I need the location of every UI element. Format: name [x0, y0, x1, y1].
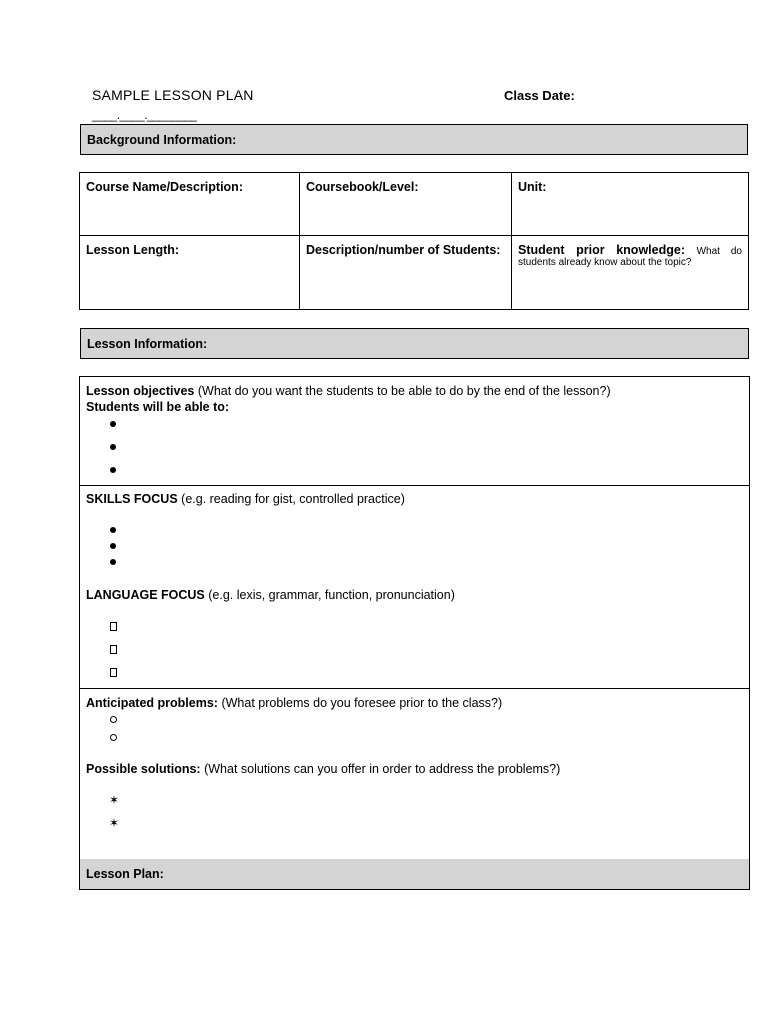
skills-bullet-icon — [110, 527, 116, 533]
lesson-information-heading — [80, 328, 749, 359]
skills-bullet-icon — [110, 543, 116, 549]
anticipated-problems-hint: (What problems do you foresee prior to the class?) — [221, 696, 503, 710]
language-focus-hint: (e.g. lexis, grammar, function, pronunciation) — [208, 588, 455, 602]
background-heading-text: Background Information: — [87, 132, 237, 147]
lesson-plan-heading — [80, 859, 749, 889]
objectives-section[interactable] — [80, 377, 749, 486]
prior-knowledge-hint-a: What do — [696, 246, 742, 257]
anticipated-problems-label: Anticipated problems: — [86, 696, 218, 710]
objectives-label: Lesson objectives — [86, 384, 195, 398]
students-able-label: Students will be able to: — [86, 400, 230, 414]
unit-label: Unit: — [518, 180, 547, 194]
course-name-cell[interactable] — [80, 173, 300, 236]
document-title: SAMPLE LESSON PLAN — [92, 87, 254, 103]
solution-star-bullet-icon: ✶ — [109, 793, 120, 807]
prior-knowledge-label: Student prior knowledge: — [518, 243, 685, 257]
coursebook-level-cell[interactable] — [300, 173, 512, 236]
language-focus-label: LANGUAGE FOCUS — [86, 588, 205, 602]
objectives-hint: (What do you want the students to be able to do by the end of the lesson?) — [197, 384, 611, 398]
class-date-label: Class Date: — [504, 88, 575, 103]
unit-cell[interactable] — [512, 173, 749, 236]
coursebook-level-label: Coursebook/Level: — [306, 180, 419, 194]
background-table — [79, 172, 749, 310]
lesson-plan-label: Lesson Plan: — [86, 867, 164, 881]
possible-solutions-line — [86, 762, 560, 776]
problems-section[interactable] — [80, 688, 749, 860]
focus-section[interactable] — [80, 485, 749, 689]
objective-bullet-icon — [110, 467, 116, 473]
skills-focus-label: SKILLS FOCUS — [86, 492, 178, 506]
date-blank-line[interactable]: ____.____.________ — [92, 108, 197, 122]
prior-knowledge-cell[interactable] — [512, 236, 749, 310]
possible-solutions-hint: (What solutions can you offer in order to address the problems?) — [204, 762, 561, 776]
objective-bullet-icon — [110, 421, 116, 427]
course-name-label: Course Name/Description: — [86, 180, 243, 194]
skills-focus-line — [86, 492, 405, 506]
objective-bullet-icon — [110, 444, 116, 450]
objectives-line — [86, 384, 611, 398]
solution-star-bullet-icon: ✶ — [109, 816, 120, 830]
skills-bullet-icon — [110, 559, 116, 565]
skills-focus-hint: (e.g. reading for gist, controlled practice) — [181, 492, 405, 506]
prior-knowledge-hint-b: students already know about the topic? — [518, 257, 692, 268]
lesson-length-cell[interactable] — [80, 236, 300, 310]
language-checkbox-icon — [110, 622, 117, 631]
students-description-cell[interactable] — [300, 236, 512, 310]
language-focus-line — [86, 588, 455, 602]
problem-circle-bullet-icon — [110, 716, 117, 723]
language-checkbox-icon — [110, 668, 117, 677]
students-description-label: Description/number of Students: — [306, 243, 501, 257]
language-checkbox-icon — [110, 645, 117, 654]
problem-circle-bullet-icon — [110, 734, 117, 741]
lesson-information-table — [79, 376, 750, 890]
background-information-heading — [80, 124, 748, 155]
possible-solutions-label: Possible solutions: — [86, 762, 201, 776]
lesson-info-heading-text: Lesson Information: — [87, 336, 208, 351]
lesson-length-label: Lesson Length: — [86, 243, 180, 257]
anticipated-problems-line — [86, 696, 502, 710]
